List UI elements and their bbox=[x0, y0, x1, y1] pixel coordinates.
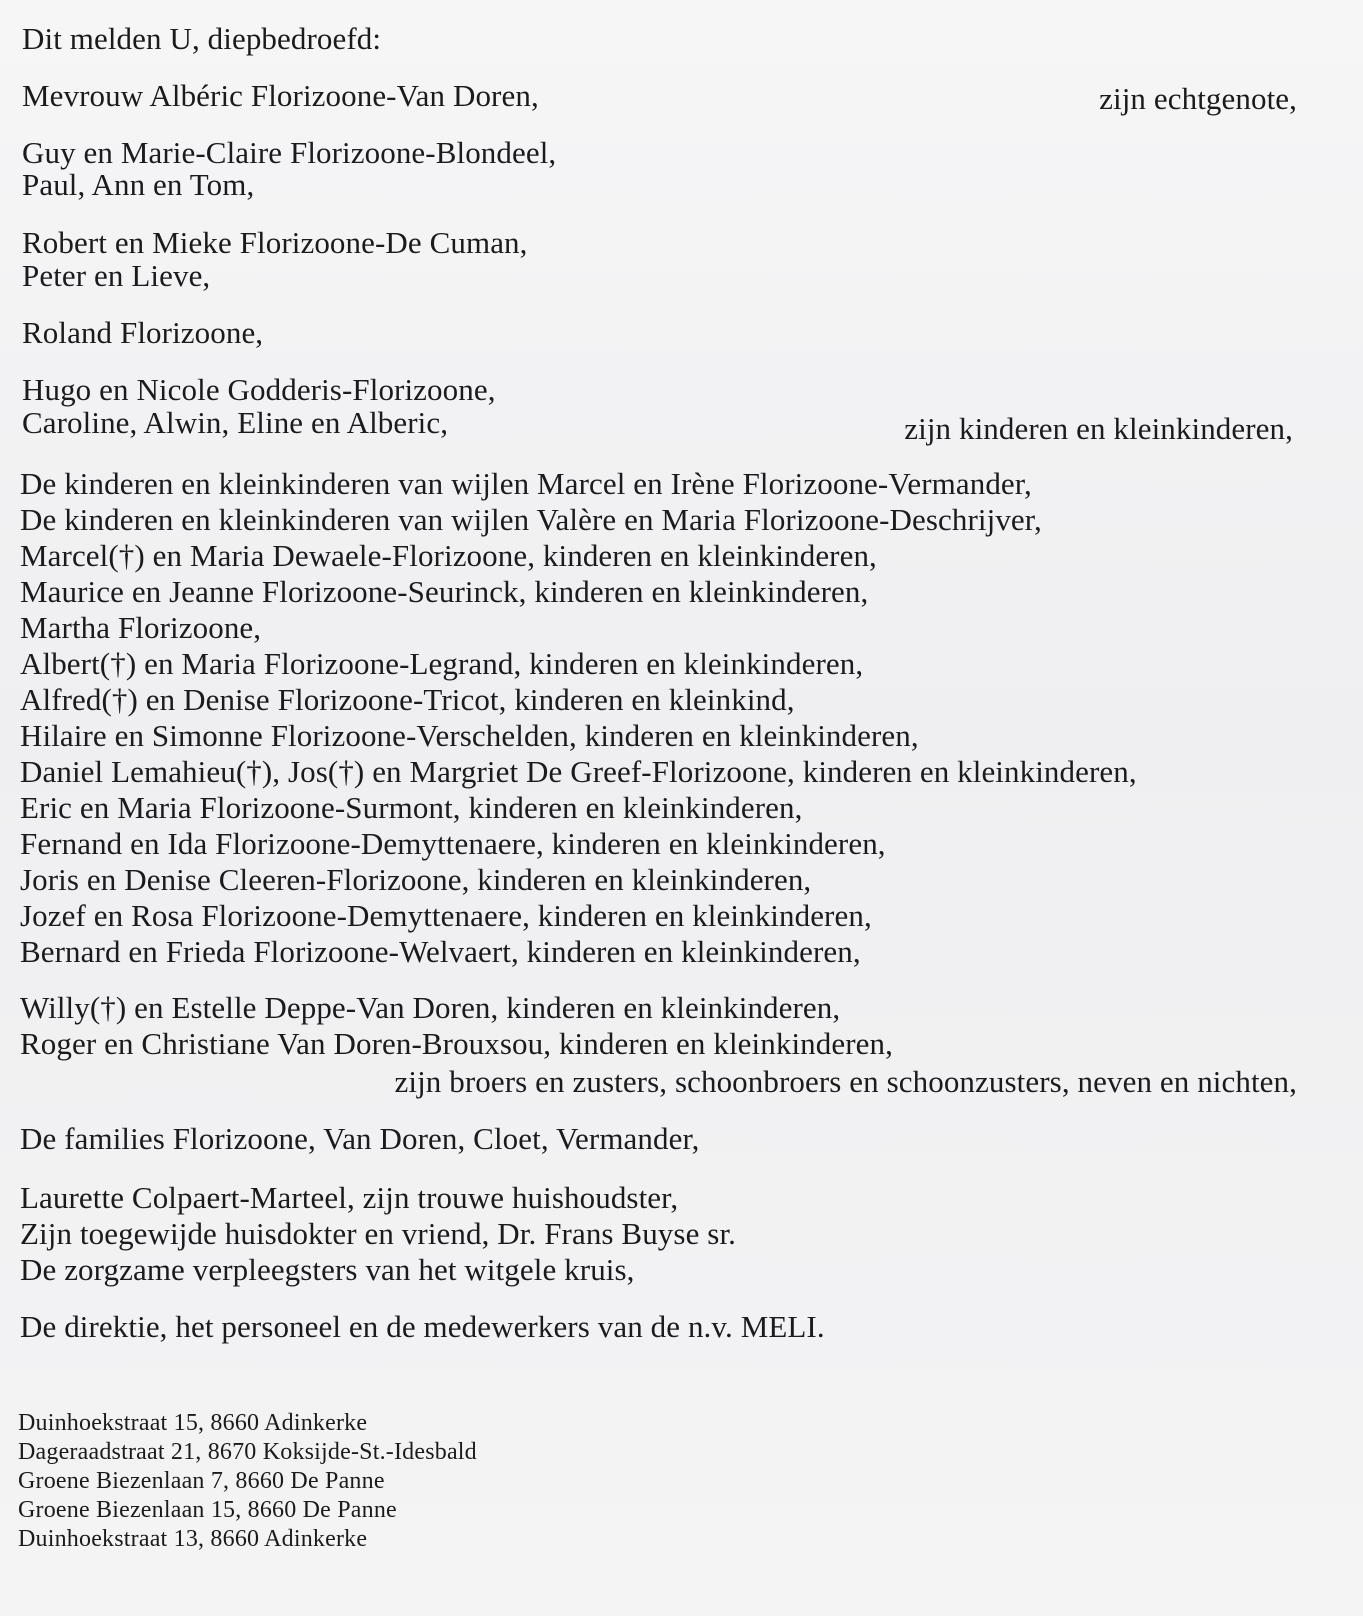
sibling-line: Willy(†) en Estelle Deppe-Van Doren, kinderen en kleinkinderen, bbox=[20, 990, 841, 1025]
child-line: Caroline, Alwin, Eline en Alberic, bbox=[22, 405, 449, 440]
child-line: Hugo en Nicole Godderis-Florizoone, bbox=[22, 372, 496, 407]
families-line: De families Florizoone, Van Doren, Cloet, Vermander, bbox=[20, 1121, 700, 1156]
sibling-line: Daniel Lemahieu(†), Jos(†) en Margriet De Greef-Florizoone, kinderen en kleinkinderen, bbox=[20, 754, 1137, 789]
sibling-line: Maurice en Jeanne Florizoone-Seurinck, kinderen en kleinkinderen, bbox=[20, 574, 869, 609]
sibling-line: Martha Florizoone, bbox=[20, 610, 262, 645]
address-line: Groene Biezenlaan 15, 8660 De Panne bbox=[18, 1497, 397, 1523]
address-line: Groene Biezenlaan 7, 8660 De Panne bbox=[18, 1468, 385, 1494]
carer-line: Laurette Colpaert-Marteel, zijn trouwe huishoudster, bbox=[20, 1180, 679, 1215]
address-line: Duinhoekstraat 13, 8660 Adinkerke bbox=[18, 1526, 368, 1552]
child-line: Roland Florizoone, bbox=[22, 315, 264, 350]
sibling-line: Roger en Christiane Van Doren-Brouxsou, kinderen en kleinkinderen, bbox=[20, 1026, 893, 1061]
child-line: Paul, Ann en Tom, bbox=[22, 167, 255, 202]
sibling-line: Bernard en Frieda Florizoone-Welvaert, kinderen en kleinkinderen, bbox=[20, 934, 861, 969]
sibling-line: Fernand en Ida Florizoone-Demyttenaere, kinderen en kleinkinderen, bbox=[20, 826, 886, 861]
sibling-line: Alfred(†) en Denise Florizoone-Tricot, kinderen en kleinkind, bbox=[20, 682, 795, 717]
company-line: De direktie, het personeel en de medewerkers van de n.v. MELI. bbox=[20, 1309, 825, 1344]
sibling-line: De kinderen en kleinkinderen van wijlen Marcel en Irène Florizoone-Vermander, bbox=[20, 466, 1032, 501]
sibling-line: De kinderen en kleinkinderen van wijlen Valère en Maria Florizoone-Deschrijver, bbox=[20, 502, 1042, 537]
sibling-line: Albert(†) en Maria Florizoone-Legrand, kinderen en kleinkinderen, bbox=[20, 646, 864, 681]
child-line: Guy en Marie-Claire Florizoone-Blondeel, bbox=[22, 135, 557, 170]
address-line: Dageraadstraat 21, 8670 Koksijde-St.-Idesbald bbox=[18, 1439, 477, 1465]
spouse-role: zijn echtgenote, bbox=[1099, 81, 1297, 116]
siblings-role: zijn broers en zusters, schoonbroers en schoonzusters, neven en nichten, bbox=[394, 1064, 1297, 1099]
intro-line: Dit melden U, diepbedroefd: bbox=[22, 21, 382, 56]
sibling-line: Hilaire en Simonne Florizoone-Verschelden, kinderen en kleinkinderen, bbox=[20, 718, 919, 753]
carer-line: De zorgzame verpleegsters van het witgele kruis, bbox=[20, 1252, 635, 1287]
child-line: Peter en Lieve, bbox=[22, 258, 211, 293]
address-line: Duinhoekstraat 15, 8660 Adinkerke bbox=[18, 1410, 368, 1436]
child-line: Robert en Mieke Florizoone-De Cuman, bbox=[22, 225, 528, 260]
sibling-line: Jozef en Rosa Florizoone-Demyttenaere, kinderen en kleinkinderen, bbox=[20, 898, 872, 933]
children-role: zijn kinderen en kleinkinderen, bbox=[904, 411, 1293, 446]
sibling-line: Joris en Denise Cleeren-Florizoone, kinderen en kleinkinderen, bbox=[20, 862, 812, 897]
sibling-line: Eric en Maria Florizoone-Surmont, kinderen en kleinkinderen, bbox=[20, 790, 803, 825]
spouse-name: Mevrouw Albéric Florizoone-Van Doren, bbox=[22, 78, 539, 113]
carer-line: Zijn toegewijde huisdokter en vriend, Dr. Frans Buyse sr. bbox=[20, 1216, 737, 1251]
sibling-line: Marcel(†) en Maria Dewaele-Florizoone, kinderen en kleinkinderen, bbox=[20, 538, 877, 573]
